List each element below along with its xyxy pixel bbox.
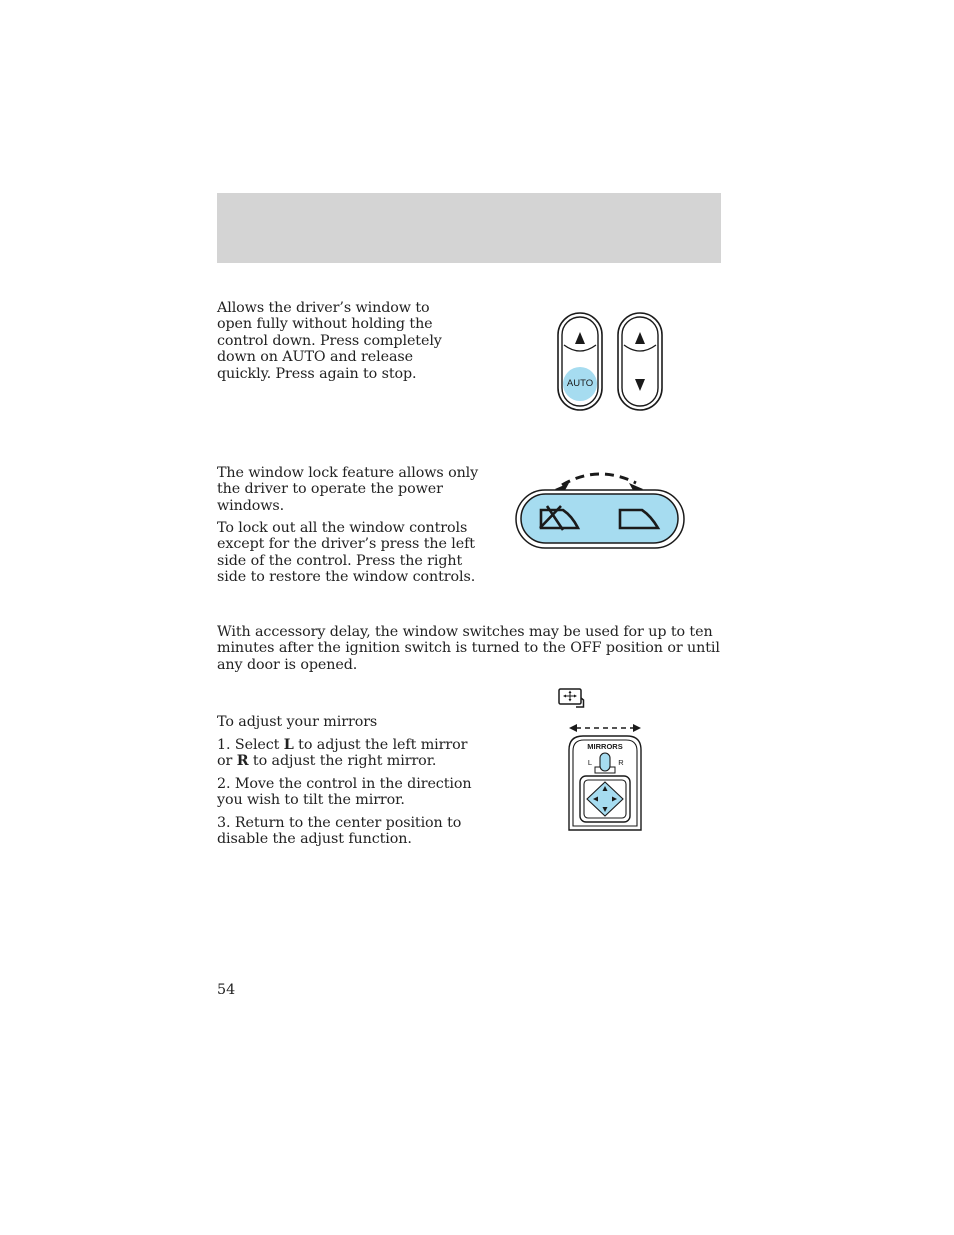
auto-window-text: Allows the driver’s window to open fully without holding the control down. Press completely down on AUTO and release quickly. Press again to stop. bbox=[217, 300, 442, 382]
mirror-symbol-icon bbox=[558, 688, 586, 710]
header-band bbox=[217, 193, 721, 263]
page-number: 54 bbox=[217, 982, 236, 998]
window-switch-illustration bbox=[555, 312, 665, 412]
window-lock-switch-illustration bbox=[514, 466, 686, 550]
mirrors-step-2: 2. Move the control in the direction you wish to tilt the mirror. bbox=[217, 776, 472, 809]
mirrors-title: MIRRORS bbox=[587, 742, 623, 751]
right-mirror-label: R bbox=[618, 758, 624, 767]
window-lock-text-1: The window lock feature allows only the driver to operate the power windows. bbox=[217, 465, 479, 514]
left-mirror-label: L bbox=[587, 758, 593, 767]
mirrors-step-1: 1. Select L to adjust the left mirror or R to adjust the right mirror. bbox=[217, 737, 468, 770]
mirror-control-illustration bbox=[566, 720, 644, 832]
auto-label: AUTO bbox=[566, 378, 594, 389]
accessory-delay-text: With accessory delay, the window switches may be used for up to ten minutes after the ignition switch is turned to the OFF position or until any door is opened. bbox=[217, 624, 720, 673]
mirrors-step-3: 3. Return to the center position to disable the adjust function. bbox=[217, 815, 462, 848]
mirrors-intro: To adjust your mirrors bbox=[217, 714, 378, 730]
window-lock-text-2: To lock out all the window controls except for the driver’s press the left side of the control. Press the right side to restore the window controls. bbox=[217, 520, 476, 586]
